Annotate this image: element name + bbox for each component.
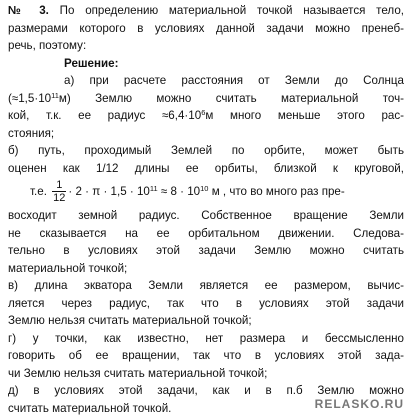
item-g-line-1: г) у точки, как известно, нет размера и бессмысленно (8, 331, 404, 345)
item-b-line-5: тельно в условиях этой задачи Землю можно считать (8, 244, 404, 257)
item-b-line-3: восходит земной радиус. Собственное вращение Земли (8, 209, 404, 222)
item-d-line-1: д) в условиях этой задачи, как и в п.б Землю можно (8, 384, 404, 397)
problem-number: № 3. (8, 4, 49, 17)
item-b-line-1: б) путь, проходимый Землей по орбите, может быть (8, 144, 404, 157)
fraction-one-twelfth: $\frac{1}{12}$ (53, 179, 66, 205)
item-a-line-2: $(\approx 1,5\cdot 10^{11}м)$ Землю можно считать материальной точ- (8, 90, 404, 105)
item-a-line-3: кой, т.к. ее радиус $\approx 6,4\cdot 10^6м$ много меньше этого рас- (8, 108, 405, 122)
intro-line-2: размерами которого в условиях данной задачи можно пренеб- (8, 21, 404, 35)
item-a-line-4: стояния; (8, 126, 55, 140)
item-g-line-3: чи Землю нельзя считать материальной точкой; (8, 366, 268, 380)
item-a-line-1: а) при расчете расстояния от Земли до Солнца (64, 74, 404, 87)
item-v-line-2: ляется через радиус, так что в условиях этой задачи (8, 296, 404, 310)
item-g-line-2: говорить об ее вращении, так что в условиях этой зада- (8, 349, 404, 362)
solution-page (8, 2, 404, 417)
item-b-line-6: материальной точкой; (8, 261, 128, 275)
orbit-formula: т.е. $\frac{1}{12}$ · $2 \cdot \pi \cdot 1,5 \cdot 10^{11} \approx 8 \cdot 10^{10}$ м , что во много раз пре- (30, 179, 345, 205)
item-v-line-1: в) длина экватора Земли является ее размером, вычис- (8, 279, 404, 292)
item-v-line-3: Землю нельзя считать материальной точкой; (8, 314, 252, 327)
item-b-line-2: оценен как 1/12 длины ее орбиты, близкой к круговой, (8, 161, 404, 175)
solution-heading: Решение: (64, 56, 119, 70)
intro-line-1: № 3. По определению материальной точкой называется тело, (8, 4, 404, 17)
site-watermark: RELASKO.RU (314, 396, 404, 411)
item-b-line-4: не сказывается на ее орбитальном движении. Следова- (8, 226, 404, 240)
item-d-line-2: считать материальной точкой. (8, 401, 172, 415)
intro-line-3: речь, поэтому: (8, 39, 87, 52)
